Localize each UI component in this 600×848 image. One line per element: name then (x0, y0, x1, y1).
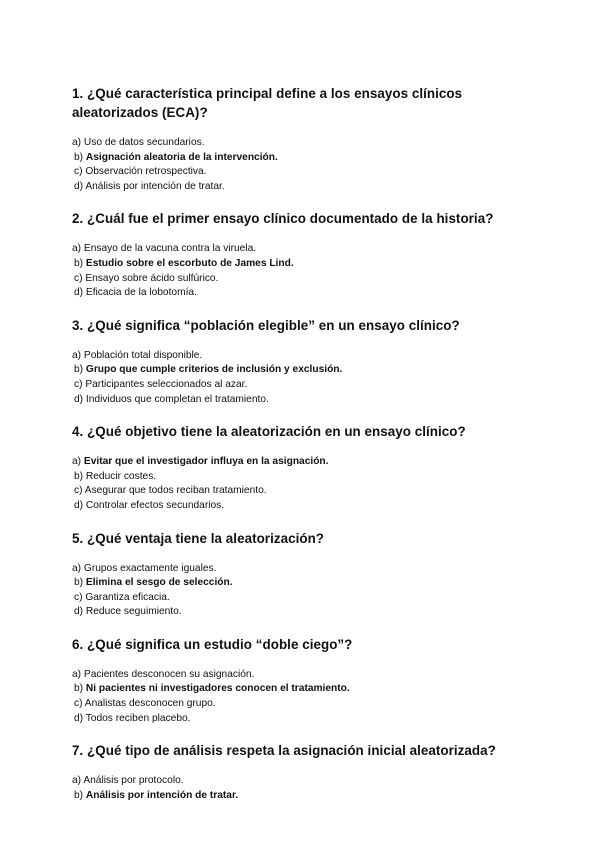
option-a (72, 242, 542, 257)
options-list (72, 455, 542, 513)
option-text-correct: Análisis por intención de tratar. (85, 789, 239, 801)
option-letter: c) (74, 698, 83, 710)
option-a (72, 455, 542, 470)
option-text: Eficacia de la lobotomía. (85, 287, 197, 299)
option-text: Todos reciben placebo. (85, 712, 191, 724)
option-letter: a) (72, 456, 82, 468)
options-list (72, 774, 542, 803)
option-text: Participantes seleccionados al azar. (85, 378, 248, 390)
option-letter: d) (74, 606, 84, 618)
option-b (72, 151, 542, 166)
spacer (72, 514, 542, 529)
option-letter: a) (72, 349, 82, 361)
option-text-correct: Asignación aleatoria de la intervención. (85, 151, 278, 163)
quiz-document (72, 84, 542, 803)
question-1 (72, 84, 542, 194)
option-b (72, 257, 542, 272)
option-text-correct: Elimina el sesgo de selección. (85, 577, 233, 589)
option-text: Análisis por protocolo. (83, 775, 184, 787)
option-c (72, 591, 542, 606)
question-3 (72, 316, 542, 407)
spacer (72, 194, 542, 209)
option-letter: a) (72, 668, 82, 680)
question-7 (72, 741, 542, 803)
option-letter: b) (74, 577, 84, 589)
option-letter: c) (74, 591, 83, 603)
option-c (72, 378, 542, 393)
spacer (72, 301, 542, 316)
option-letter: b) (74, 257, 84, 269)
option-b (72, 363, 542, 378)
option-d (72, 499, 542, 514)
option-d (72, 286, 542, 301)
option-letter: c) (74, 485, 83, 497)
option-text: Ensayo sobre ácido sulfúrico. (85, 272, 219, 284)
spacer (72, 620, 542, 635)
option-text: Asegurar que todos reciban tratamiento. (84, 485, 267, 497)
option-d (72, 712, 542, 727)
option-b (72, 576, 542, 591)
options-list (72, 668, 542, 726)
option-letter: d) (74, 287, 84, 299)
option-text: Pacientes desconocen su asignación. (83, 668, 255, 680)
option-text-correct: Grupo que cumple criterios de inclusión y exclusión. (85, 364, 343, 376)
option-c (72, 697, 542, 712)
option-text: Ensayo de la vacuna contra la viruela. (83, 243, 257, 255)
option-text: Grupos exactamente iguales. (83, 562, 217, 574)
option-text: Población total disponible. (83, 349, 203, 361)
option-c (72, 165, 542, 180)
question-title: 7. ¿Qué tipo de análisis respeta la asignación inicial aleatorizada? (72, 743, 496, 759)
option-b (72, 470, 542, 485)
options-list (72, 136, 542, 194)
option-d (72, 180, 542, 195)
option-a (72, 562, 542, 577)
option-text-correct: Evitar que el investigador influya en la asignación. (83, 456, 329, 468)
question-title: 1. ¿Qué característica principal define a los ensayos clínicos aleatorizados (ECA)? (72, 86, 463, 120)
option-text: Reduce seguimiento. (85, 606, 182, 618)
option-letter: b) (74, 364, 84, 376)
option-letter: a) (72, 562, 82, 574)
option-text: Reducir costes. (85, 470, 157, 482)
option-letter: d) (74, 393, 84, 405)
question-title: 3. ¿Qué significa “población elegible” en un ensayo clínico? (72, 317, 460, 333)
options-list (72, 349, 542, 407)
option-letter: b) (74, 789, 84, 801)
option-d (72, 605, 542, 620)
option-a (72, 136, 542, 151)
option-b (72, 789, 542, 804)
options-list (72, 242, 542, 300)
option-text-correct: Estudio sobre el escorbuto de James Lind. (85, 257, 294, 269)
option-letter: d) (74, 712, 84, 724)
option-letter: a) (72, 775, 82, 787)
question-title: 2. ¿Cuál fue el primer ensayo clínico documentado de la historia? (72, 211, 494, 227)
option-d (72, 393, 542, 408)
spacer (72, 407, 542, 422)
option-letter: c) (74, 166, 83, 178)
question-title: 5. ¿Qué ventaja tiene la aleatorización? (72, 530, 325, 546)
option-letter: d) (74, 499, 84, 511)
option-letter: b) (74, 470, 84, 482)
question-6 (72, 635, 542, 726)
options-list (72, 562, 542, 620)
option-text: Controlar efectos secundarios. (85, 499, 225, 511)
option-letter: c) (74, 378, 83, 390)
option-c (72, 484, 542, 499)
option-text: Garantiza eficacia. (85, 591, 170, 603)
option-letter: a) (72, 137, 82, 148)
option-text-correct: Ni pacientes ni investigadores conocen el tratamiento. (85, 683, 350, 695)
option-a (72, 349, 542, 364)
option-letter: b) (74, 151, 84, 163)
option-text: Uso de datos secundarios. (83, 137, 205, 148)
option-a (72, 774, 542, 789)
option-text: Observación retrospectiva. (85, 166, 207, 178)
question-4 (72, 422, 542, 513)
option-letter: b) (74, 683, 84, 695)
option-b (72, 682, 542, 697)
question-5 (72, 529, 542, 620)
question-title: 6. ¿Qué significa un estudio “doble ciego”? (72, 636, 353, 652)
option-letter: d) (74, 180, 84, 192)
question-title: 4. ¿Qué objetivo tiene la aleatorización en un ensayo clínico? (72, 424, 466, 440)
option-text: Análisis por intención de tratar. (85, 180, 225, 192)
option-text: Individuos que completan el tratamiento. (85, 393, 269, 405)
option-c (72, 272, 542, 287)
option-text: Analistas desconocen grupo. (84, 698, 216, 710)
question-2 (72, 209, 542, 300)
spacer (72, 726, 542, 741)
option-letter: c) (74, 272, 83, 284)
option-a (72, 668, 542, 683)
option-letter: a) (72, 243, 82, 255)
